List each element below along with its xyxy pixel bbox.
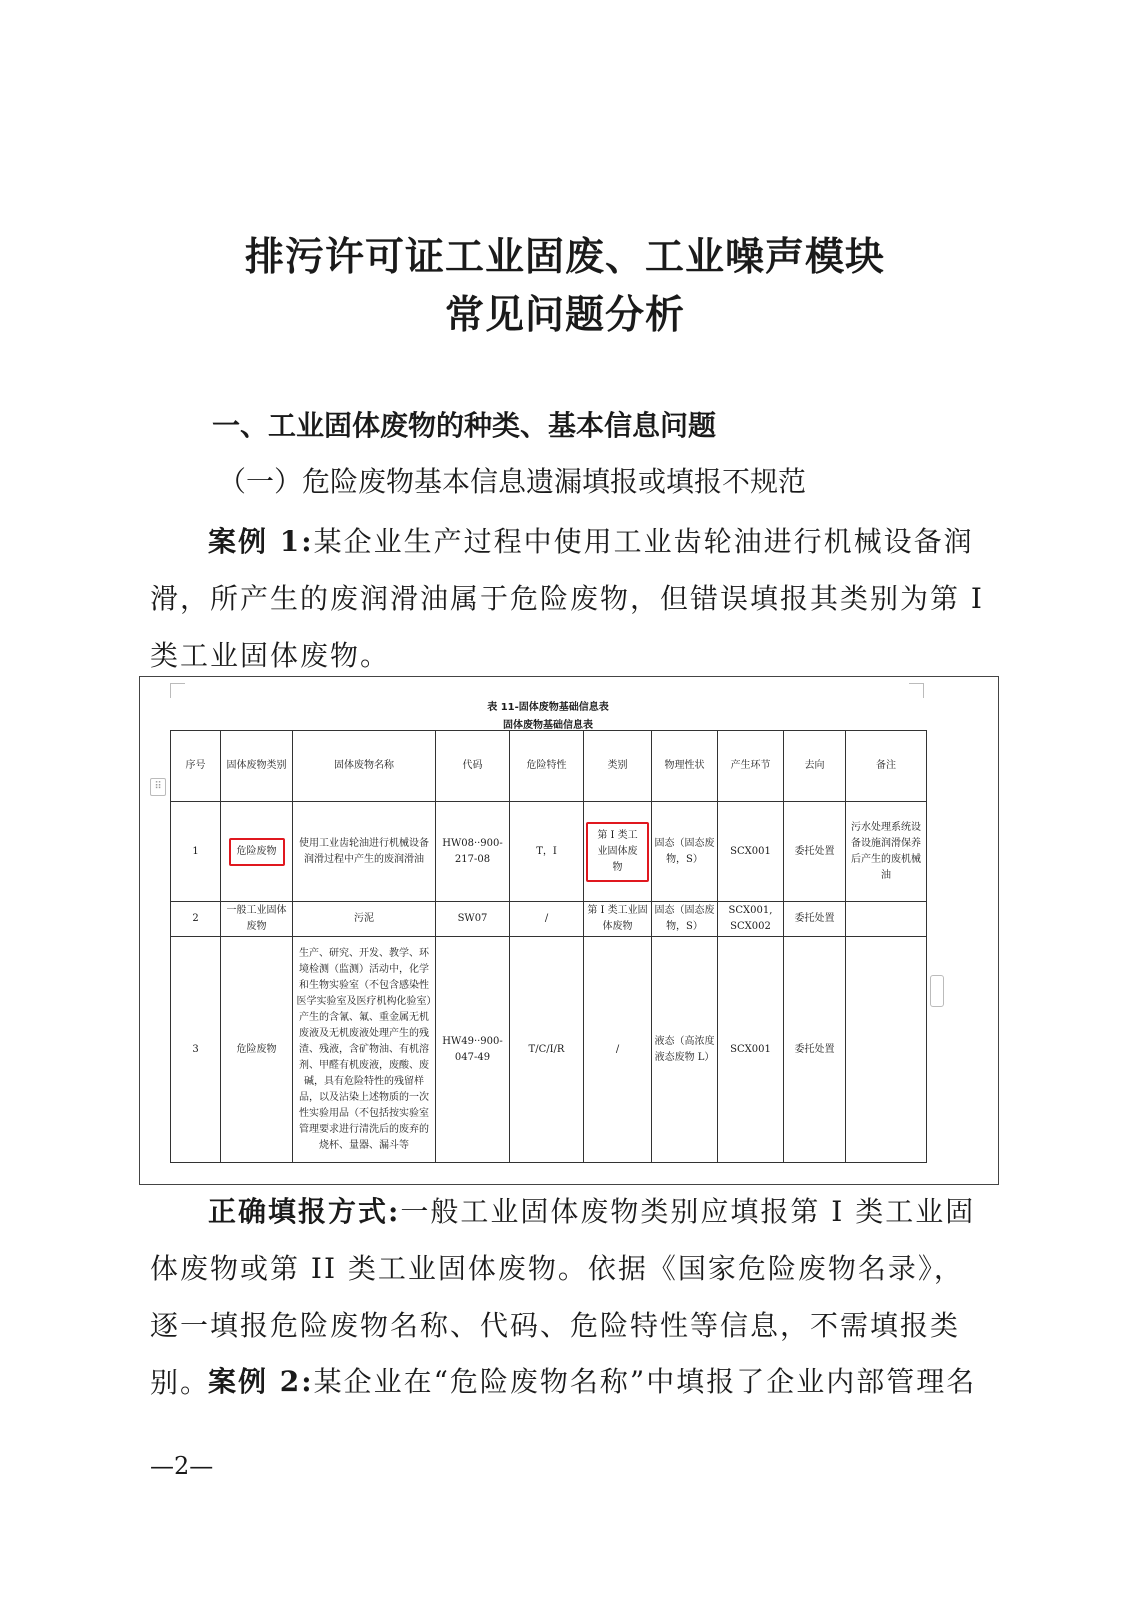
table-cell: 一般工业固体废物	[221, 902, 293, 937]
case-1-text: 某企业生产过程中使用工业齿轮油进行机械设备润滑，所产生的废润滑油属于危险废物，但错误填报其类别为第 I 类工业固体废物。	[150, 525, 984, 672]
header-cell: 固体废物类别	[221, 731, 293, 802]
table-cell: 固态（固态废物，S）	[652, 902, 718, 937]
table-row	[171, 802, 927, 902]
table-cell: HW49··900-047-49	[436, 937, 510, 1163]
header-cell: 序号	[171, 731, 221, 802]
corner-mark-top-left	[170, 683, 185, 698]
case-2-label: 案例 2:	[208, 1365, 314, 1398]
case-2-text: 某企业在“危险废物名称”中填报了企业内部管理名	[313, 1365, 977, 1398]
header-cell: 备注	[846, 731, 927, 802]
table-cell: SCX001	[718, 802, 784, 902]
correct-method-text: 一般工业固体废物类别应填报第 I 类工业固体废物或第 II 类工业固体废物。依据《国家危险废物名录》，逐一填报危险废物名称、代码、危险特性等信息，不需填报类别。	[150, 1195, 976, 1399]
table-resize-handle[interactable]	[930, 975, 944, 1007]
table-row	[171, 937, 927, 1163]
page-number: —2—	[150, 1452, 214, 1480]
table-cell: HW08··900-217-08	[436, 802, 510, 902]
table-cell: 污泥	[293, 902, 436, 937]
header-cell: 代码	[436, 731, 510, 802]
section-heading: 一、工业固体废物的种类、基本信息问题	[212, 409, 717, 442]
header-cell: 危险特性	[510, 731, 584, 802]
case-2-paragraph	[150, 1353, 990, 1410]
highlight-box: 危险废物	[229, 838, 285, 866]
title-line-1: 排污许可证工业固废、工业噪声模块	[244, 235, 885, 280]
table-cell: 委托处置	[784, 902, 846, 937]
table-subcaption: 固体废物基础信息表	[503, 720, 593, 731]
table-cell: 固态（固态废物，S）	[652, 802, 718, 902]
table-cell	[846, 902, 927, 937]
table-cell: 3	[171, 937, 221, 1163]
header-cell: 固体废物名称	[293, 731, 436, 802]
table-cell: 液态（高浓度液态废物 L）	[652, 937, 718, 1163]
table-cell: T，I	[510, 802, 584, 902]
header-cell: 产生环节	[718, 731, 784, 802]
table-cell: 第 I 类工业固体废物	[584, 902, 652, 937]
table-cell: SW07	[436, 902, 510, 937]
corner-mark-top-right	[909, 683, 924, 698]
table-cell	[584, 802, 652, 902]
table-cell: /	[584, 937, 652, 1163]
table-cell	[221, 802, 293, 902]
correct-method-label: 正确填报方式:	[208, 1195, 401, 1228]
table-cell: 委托处置	[784, 802, 846, 902]
table-cell	[846, 937, 927, 1163]
table-cell: 委托处置	[784, 937, 846, 1163]
table-header-row	[171, 731, 927, 802]
table-row	[171, 902, 927, 937]
table-cell: /	[510, 902, 584, 937]
header-cell: 去向	[784, 731, 846, 802]
table-cell: 1	[171, 802, 221, 902]
table-cell: SCX001	[718, 937, 784, 1163]
solid-waste-info-table	[170, 730, 927, 1163]
table-cell: 生产、研究、开发、教学、环境检测（监测）活动中，化学和生物实验室（不包含感染性医学实验室及医疗机构化验室）产生的含氰、氟、重金属无机废液及无机废液处理产生的残渣、残液，含矿物油、有机溶剂、甲醛有机废液，废酸、废碱，具有危险特性的残留样品，以及沾染上述物质的一次性实验用品（不包括按实验室管理要求进行清洗后的废弃的烧杯、量器、漏斗等	[293, 937, 436, 1163]
table-cell: 2	[171, 902, 221, 937]
table-caption: 表 11-固体废物基础信息表	[487, 702, 609, 713]
header-cell: 类别	[584, 731, 652, 802]
highlight-box: 第 I 类工业固体废物	[586, 822, 649, 882]
table-cell: SCX001, SCX002	[718, 902, 784, 937]
table-move-handle-icon[interactable]: ⠿	[150, 778, 166, 796]
table-cell: T/C/I/R	[510, 937, 584, 1163]
title-line-2: 常见问题分析	[444, 293, 685, 338]
case-1-paragraph	[150, 513, 990, 684]
table-cell: 污水处理系统设备设施润滑保养后产生的废机械油	[846, 802, 927, 902]
table-cell: 危险废物	[221, 937, 293, 1163]
case-1-label: 案例 1:	[208, 525, 314, 558]
subsection-heading: （一）危险废物基本信息遗漏填报或填报不规范	[218, 465, 807, 498]
header-cell: 物理性状	[652, 731, 718, 802]
table-cell: 使用工业齿轮油进行机械设备润滑过程中产生的废润滑油	[293, 802, 436, 902]
